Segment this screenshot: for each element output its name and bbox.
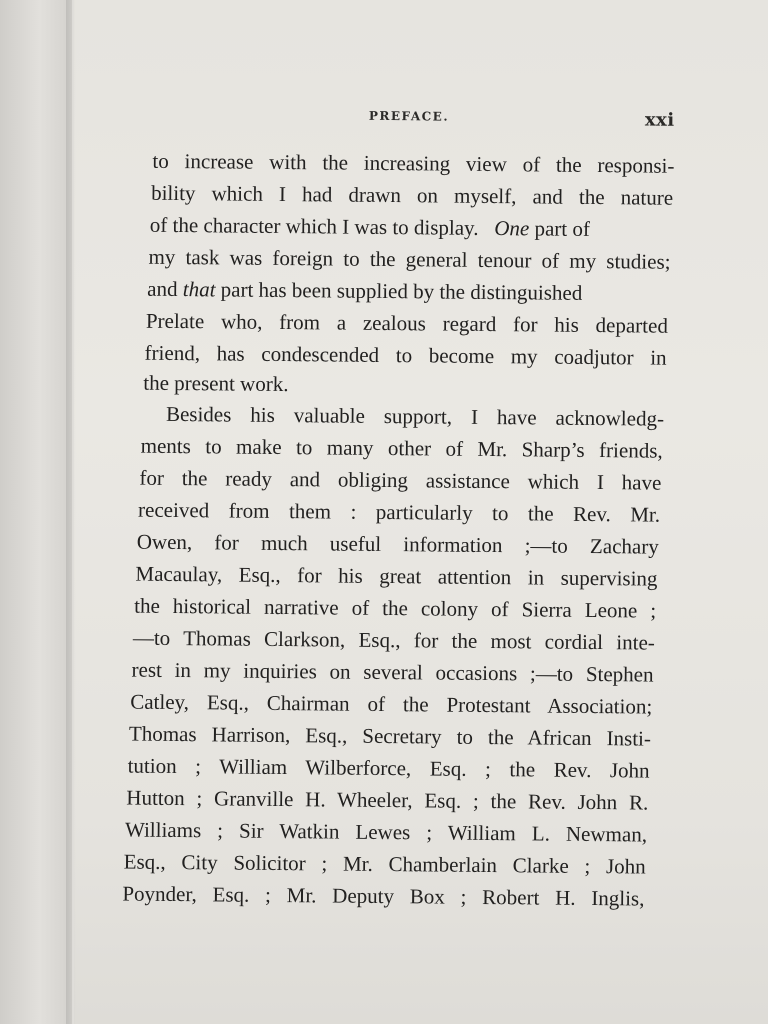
text-line-22: Williams ; Sir Watkin Lewes ; William L. Newman, <box>124 817 648 847</box>
text-line-5-part-1: and <box>147 276 178 302</box>
text-line-19: Thomas Harrison, Esq., Secretary to the African Insti- <box>128 721 652 751</box>
text-line-11: for the ready and obliging assistance which I have <box>139 465 662 495</box>
text-line-20: tution ; William Wilberforce, Esq. ; the Rev. John <box>127 753 650 783</box>
text-line-7: friend, has condescended to become my coadjutor in <box>144 340 667 370</box>
text-line-5-part-2: part has been supplied by the distinguished <box>220 277 583 305</box>
text-line-15: the historical narrative of the colony of Sierra Leone ; <box>134 593 657 623</box>
running-head: PREFACE. <box>368 108 450 124</box>
text-line-3-part-1: of the character which I was to display. <box>149 212 479 240</box>
text-line-2: bility which I had drawn on myself, and the nature <box>151 180 674 210</box>
text-line-4: my task was foreign to the general tenour of my studies; <box>148 244 671 274</box>
text-line-23: Esq., City Solicitor ; Mr. Chamberlain Clarke ; John <box>123 849 646 879</box>
text-line-6: Prelate who, from a zealous regard for his departed <box>145 308 669 338</box>
text-line-21: Hutton ; Granville H. Wheeler, Esq. ; the Rev. John R. <box>126 785 649 815</box>
text-line-9: Besides his valuable support, I have acknowledg- <box>165 401 665 431</box>
book-page <box>74 0 768 1024</box>
text-line-10: ments to make to many other of Mr. Sharp’s friends, <box>140 433 663 463</box>
text-line-17: rest in my inquiries on several occasions ;—to Stephen <box>131 657 654 687</box>
text-line-8: the present work. <box>143 370 289 397</box>
facing-page-edge <box>0 0 72 1024</box>
text-line-16: —to Thomas Clarkson, Esq., for the most cordial inte- <box>132 625 655 655</box>
page-gutter-shadow <box>66 0 76 1024</box>
page-number: xxi <box>644 109 675 131</box>
text-line-3 <box>149 212 672 241</box>
text-line-1: to increase with the increasing view of the responsi- <box>152 148 675 178</box>
text-line-12: received from them : particularly to the Rev. Mr. <box>137 497 661 527</box>
emphasis-one: One <box>494 216 530 241</box>
text-line-24: Poynder, Esq. ; Mr. Deputy Box ; Robert H. Inglis, <box>122 881 645 911</box>
page-text-block <box>64 0 768 1024</box>
emphasis-that: that <box>182 277 216 302</box>
text-line-18: Catley, Esq., Chairman of the Protestant Association; <box>130 689 653 719</box>
text-line-5 <box>147 276 669 305</box>
text-line-14: Macaulay, Esq., for his great attention in supervising <box>135 561 658 591</box>
text-line-3-part-2: part of <box>534 216 591 241</box>
text-line-13: Owen, for much useful information ;—to Zachary <box>136 529 659 559</box>
